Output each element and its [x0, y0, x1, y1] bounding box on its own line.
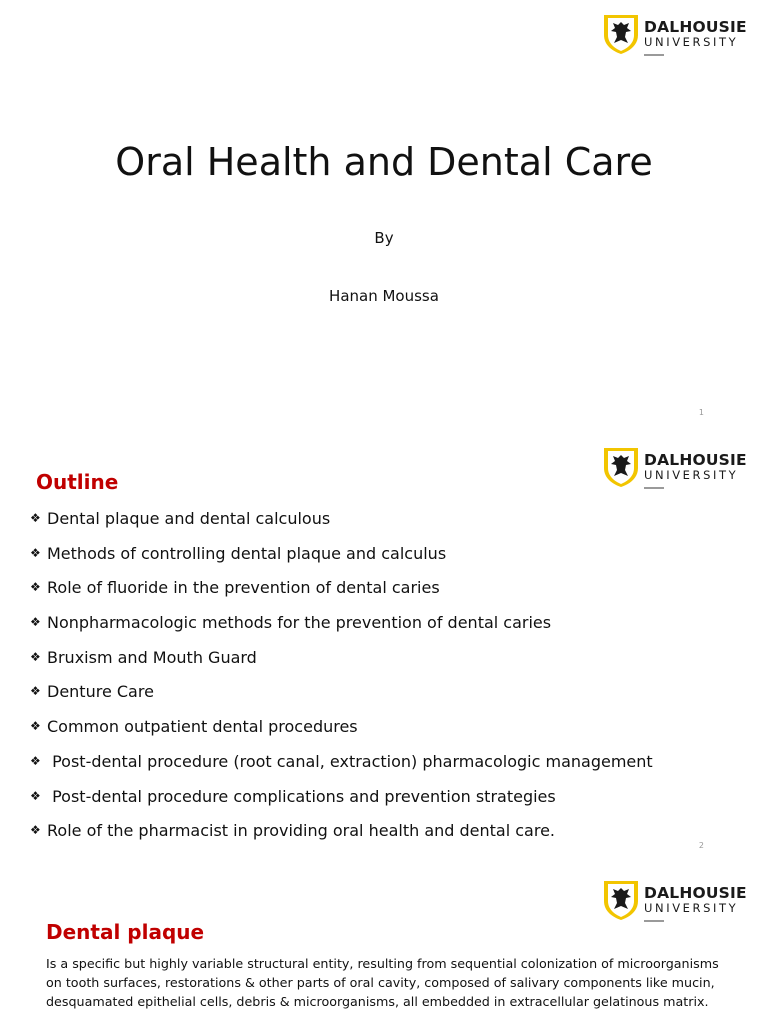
outline-item [30, 648, 750, 683]
logo-wordmark-university: UNIVERSITY [644, 901, 739, 915]
outline-item-text: Common outpatient dental procedures [47, 717, 358, 737]
dental-plaque-heading: Dental plaque [46, 920, 205, 944]
logo-divider [644, 54, 664, 56]
outline-item-text: Methods of controlling dental plaque and calculus [47, 543, 447, 563]
diamond-bullet-icon: ❖ [30, 788, 41, 803]
dental-plaque-definition: Is a specific but highly variable structural entity, resulting from sequential colonization of microorganisms on tooth surfaces, restorations & other parts of oral cavity, composed of salivary components like mucin, desquamated epithelial cells, debris & microorganisms, all embedded in extracellular gelatinous matrix. [46, 956, 719, 1009]
byline-label: By [374, 229, 394, 247]
outline-item-text: Bruxism and Mouth Guard [47, 647, 257, 667]
shield-crest-icon [602, 13, 640, 55]
outline-list [30, 509, 750, 856]
diamond-bullet-icon: ❖ [30, 615, 41, 630]
logo-wordmark-dalhousie: DALHOUSIE [644, 451, 747, 469]
dalhousie-logo [602, 446, 748, 494]
outline-item-text: Role of fluoride in the prevention of dental caries [47, 578, 440, 598]
shield-crest-icon [602, 879, 640, 921]
diamond-bullet-icon: ❖ [30, 684, 41, 699]
diamond-bullet-icon: ❖ [30, 580, 41, 595]
logo-wordmark-dalhousie: DALHOUSIE [644, 18, 747, 36]
outline-item-text: Denture Care [47, 682, 154, 702]
diamond-bullet-icon: ❖ [30, 719, 41, 734]
outline-item [30, 787, 750, 822]
outline-item-text: Role of the pharmacist in providing oral health and dental care. [47, 821, 556, 841]
outline-item [30, 578, 750, 613]
outline-item [30, 509, 750, 544]
page-number: 2 [698, 841, 704, 850]
outline-item-text: Dental plaque and dental calculous [47, 509, 331, 528]
outline-heading: Outline [36, 470, 119, 494]
diamond-bullet-icon: ❖ [30, 823, 41, 838]
outline-item [30, 752, 750, 787]
dalhousie-logo [602, 879, 748, 927]
outline-item [30, 717, 750, 752]
outline-item [30, 821, 750, 856]
diamond-bullet-icon: ❖ [30, 511, 41, 525]
outline-item-text: Post-dental procedure complications and prevention strategies [47, 786, 556, 806]
slide-title [0, 0, 768, 433]
logo-divider [644, 920, 664, 922]
logo-wordmark-university: UNIVERSITY [644, 35, 739, 49]
diamond-bullet-icon: ❖ [30, 649, 41, 664]
diamond-bullet-icon: ❖ [30, 545, 41, 560]
outline-item [30, 682, 750, 717]
page-number: 1 [698, 408, 704, 417]
outline-item [30, 613, 750, 648]
logo-wordmark-dalhousie: DALHOUSIE [644, 884, 747, 902]
shield-crest-icon [602, 446, 640, 488]
dalhousie-logo [602, 13, 748, 61]
slide-outline [0, 433, 768, 866]
presentation-title: Oral Health and Dental Care [115, 140, 653, 184]
slide-dental-plaque [0, 866, 768, 1024]
logo-wordmark-university: UNIVERSITY [644, 468, 739, 482]
author-name: Hanan Moussa [329, 287, 439, 305]
outline-item-text: Post-dental procedure (root canal, extraction) pharmacologic management [47, 751, 653, 771]
diamond-bullet-icon: ❖ [30, 753, 41, 768]
outline-item-text: Nonpharmacologic methods for the prevention of dental caries [47, 613, 552, 633]
logo-divider [644, 487, 664, 489]
outline-item [30, 544, 750, 579]
